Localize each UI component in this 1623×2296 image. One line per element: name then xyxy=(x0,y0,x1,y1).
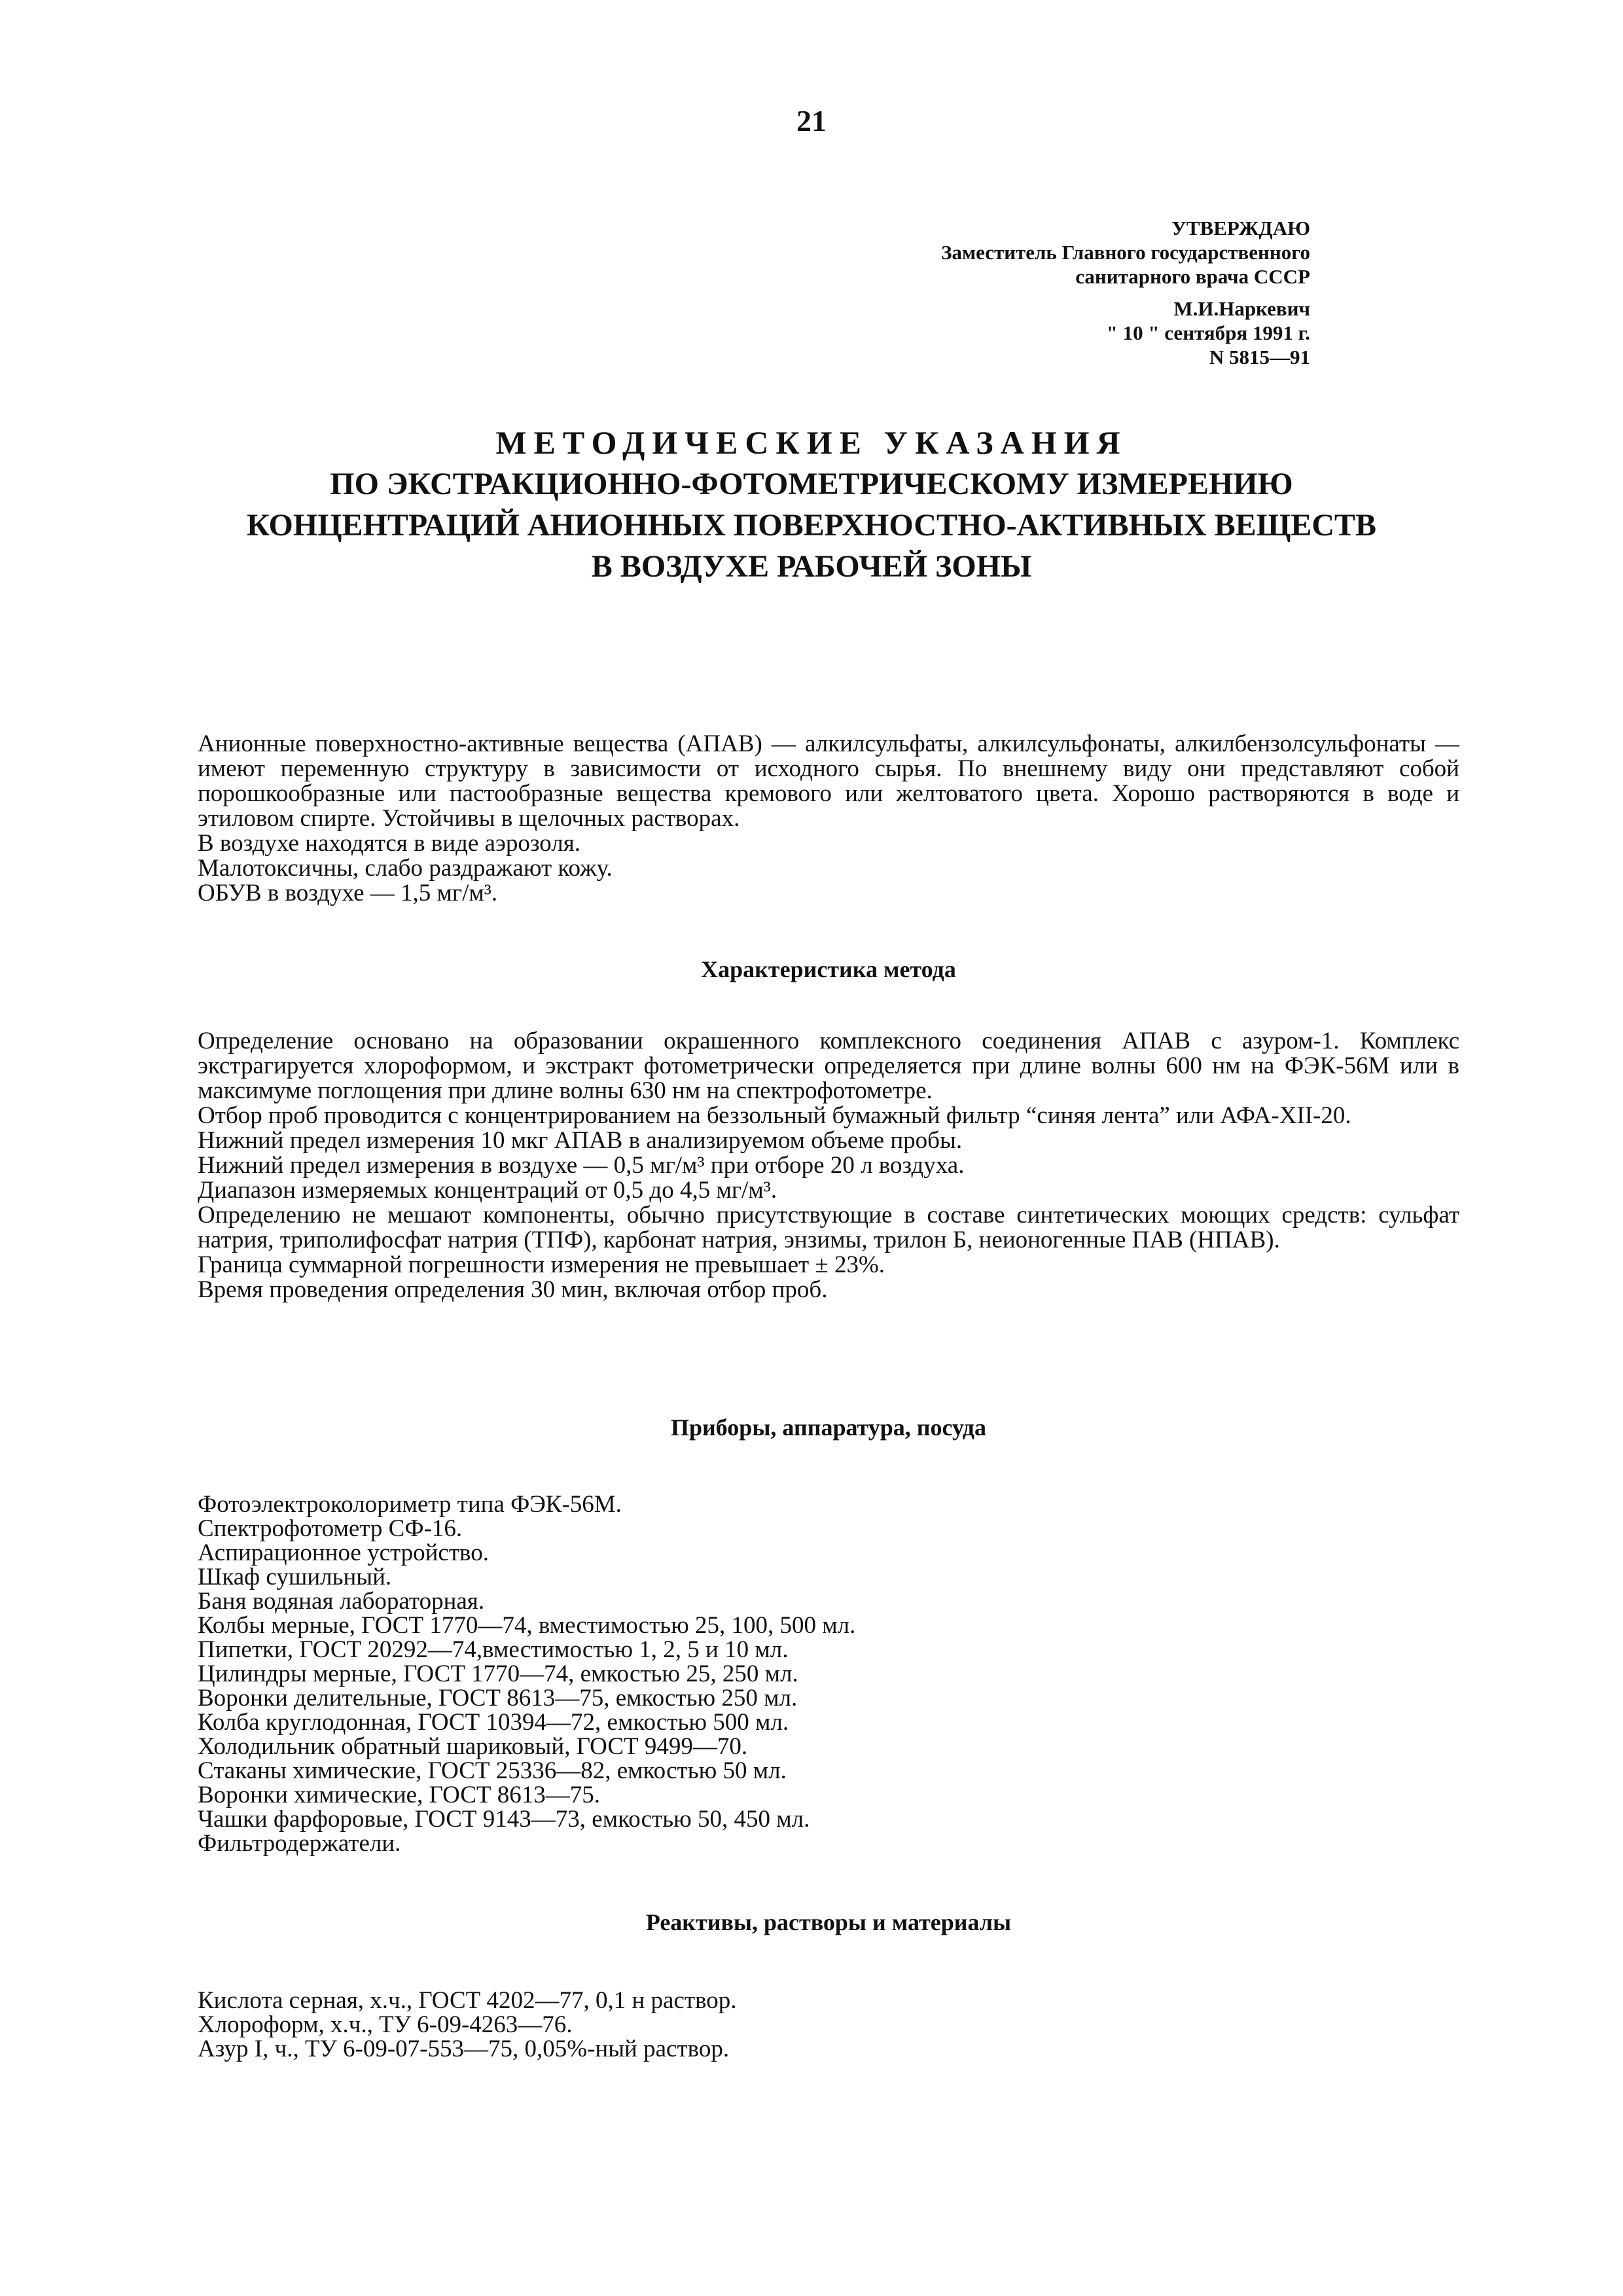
title-line-2: ПО ЭКСТРАКЦИОННО-ФОТОМЕТРИЧЕСКОМУ ИЗМЕРЕНИЮ xyxy=(330,467,1293,501)
list-item: Спектрофотометр СФ-16. xyxy=(198,1515,463,1542)
intro-section xyxy=(198,732,1459,906)
list-item: Чашки фарфоровые, ГОСТ 9143—73, емкостью 50, 450 мл. xyxy=(198,1806,810,1833)
method-heading: Характеристика метода xyxy=(701,956,956,982)
intro-line-obuv: ОБУВ в воздухе — 1,5 мг/м³. xyxy=(198,880,498,906)
list-item: Воронки делительные, ГОСТ 8613—75, емкостью 250 мл. xyxy=(198,1685,798,1712)
method-range: Диапазон измеряемых концентраций от 0,5 до 4,5 мг/м³. xyxy=(198,1177,777,1204)
list-item: Пипетки, ГОСТ 20292—74,вместимостью 1, 2, 5 и 10 мл. xyxy=(198,1636,789,1663)
list-item: Хлороформ, х.ч., ТУ 6-09-4263—76. xyxy=(198,2011,573,2038)
method-error: Граница суммарной погрешности измерения не превышает ± 23%. xyxy=(198,1251,885,1278)
method-duration: Время проведения определения 30 мин, включая отбор проб. xyxy=(198,1276,828,1303)
list-item: Шкаф сушильный. xyxy=(198,1564,392,1590)
approval-block xyxy=(941,216,1310,369)
reagents-heading: Реактивы, растворы и материалы xyxy=(645,1909,1012,1935)
document-title xyxy=(0,422,1623,587)
list-item: Аспирационное устройство. xyxy=(198,1539,489,1566)
list-item: Колба круглодонная, ГОСТ 10394—72, емкостью 500 мл. xyxy=(198,1709,789,1736)
list-item: Цилиндры мерные, ГОСТ 1770—74, емкостью 25, 250 мл. xyxy=(198,1660,798,1687)
method-interference: Определению не мешают компоненты, обычно присутствующие в составе синтетических моющих средств: сульфат натрия, триполифосфат натрия (ТПФ), карбонат натрия, энзимы, трилон Б, неионогенные ПАВ (НПАВ). xyxy=(198,1202,1459,1253)
list-item: Азур I, ч., ТУ 6-09-07-553—75, 0,05%-ный раствор. xyxy=(198,2036,730,2062)
approval-position-cont: санитарного врача СССР xyxy=(1075,265,1310,288)
approval-date: " 10 " сентября 1991 г. xyxy=(1106,321,1310,344)
method-lower-limit: Нижний предел измерения 10 мкг АПАВ в анализируемом объеме пробы. xyxy=(198,1127,963,1154)
method-section xyxy=(198,957,1459,1302)
list-item: Колбы мерные, ГОСТ 1770—74, вместимостью 25, 100, 500 мл. xyxy=(198,1612,856,1639)
intro-line-aerosol: В воздухе находятся в виде аэрозоля. xyxy=(198,830,581,857)
equipment-list xyxy=(198,1492,1459,1856)
list-item: Баня водяная лабораторная. xyxy=(198,1588,485,1615)
intro-paragraph: Анионные поверхностно-активные вещества (АПАВ) — алкилсульфаты, алкилсульфонаты, алкилбензолсульфонаты — имеют переменную структуру в зависимости от исходного сырья. По внешнему виду они представляют собой порошкообразные или пастообразные вещества кремового или желтоватого цвета. Хорошо растворяются в воде и этиловом спирте. Устойчивы в щелочных растворах. xyxy=(198,730,1459,832)
title-line-4: В ВОЗДУХЕ РАБОЧЕЙ ЗОНЫ xyxy=(591,549,1032,584)
method-sampling: Отбор проб проводится с концентрированием на беззольный бумажный фильтр “синяя лента” или АФА-ХII-20. xyxy=(198,1102,1351,1129)
title-line-1: МЕТОДИЧЕСКИЕ УКАЗАНИЯ xyxy=(495,424,1128,461)
intro-line-toxicity: Малотоксичны, слабо раздражают кожу. xyxy=(198,855,613,882)
approval-number: N 5815—91 xyxy=(1209,346,1310,368)
reagents-section xyxy=(198,1910,1459,2061)
reagents-list xyxy=(198,1988,1459,2061)
title-line-3: КОНЦЕНТРАЦИЙ АНИОННЫХ ПОВЕРХНОСТНО-АКТИВНЫХ ВЕЩЕСТВ xyxy=(246,508,1377,543)
list-item: Фильтродержатели. xyxy=(198,1830,401,1857)
list-item: Холодильник обратный шариковый, ГОСТ 9499—70. xyxy=(198,1733,748,1760)
equipment-section xyxy=(198,1415,1459,1856)
list-item: Стаканы химические, ГОСТ 25336—82, емкостью 50 мл. xyxy=(198,1757,787,1784)
approval-heading: УТВЕРЖДАЮ xyxy=(1171,217,1310,240)
method-principle: Определение основано на образовании окрашенного комплексного соединения АПАВ с азуром-1. Комплекс экстрагируется хлороформом, и экстракт фотометрически определяется при длине волны 600 нм на ФЭК-56М или в максимуме поглощения при длине волны 630 нм на спектрофотометре. xyxy=(198,1028,1459,1104)
list-item: Воронки химические, ГОСТ 8613—75. xyxy=(198,1782,601,1808)
equipment-heading: Приборы, аппаратура, посуда xyxy=(671,1414,986,1441)
list-item: Кислота серная, х.ч., ГОСТ 4202—77, 0,1 н раствор. xyxy=(198,1987,737,2014)
page-number: 21 xyxy=(796,104,827,137)
approval-position: Заместитель Главного государственного xyxy=(941,241,1310,264)
approval-signatory: М.И.Наркевич xyxy=(1173,297,1310,320)
list-item: Фотоэлектроколориметр типа ФЭК-56М. xyxy=(198,1491,622,1518)
method-lower-limit-air: Нижний предел измерения в воздухе — 0,5 мг/м³ при отборе 20 л воздуха. xyxy=(198,1152,965,1179)
